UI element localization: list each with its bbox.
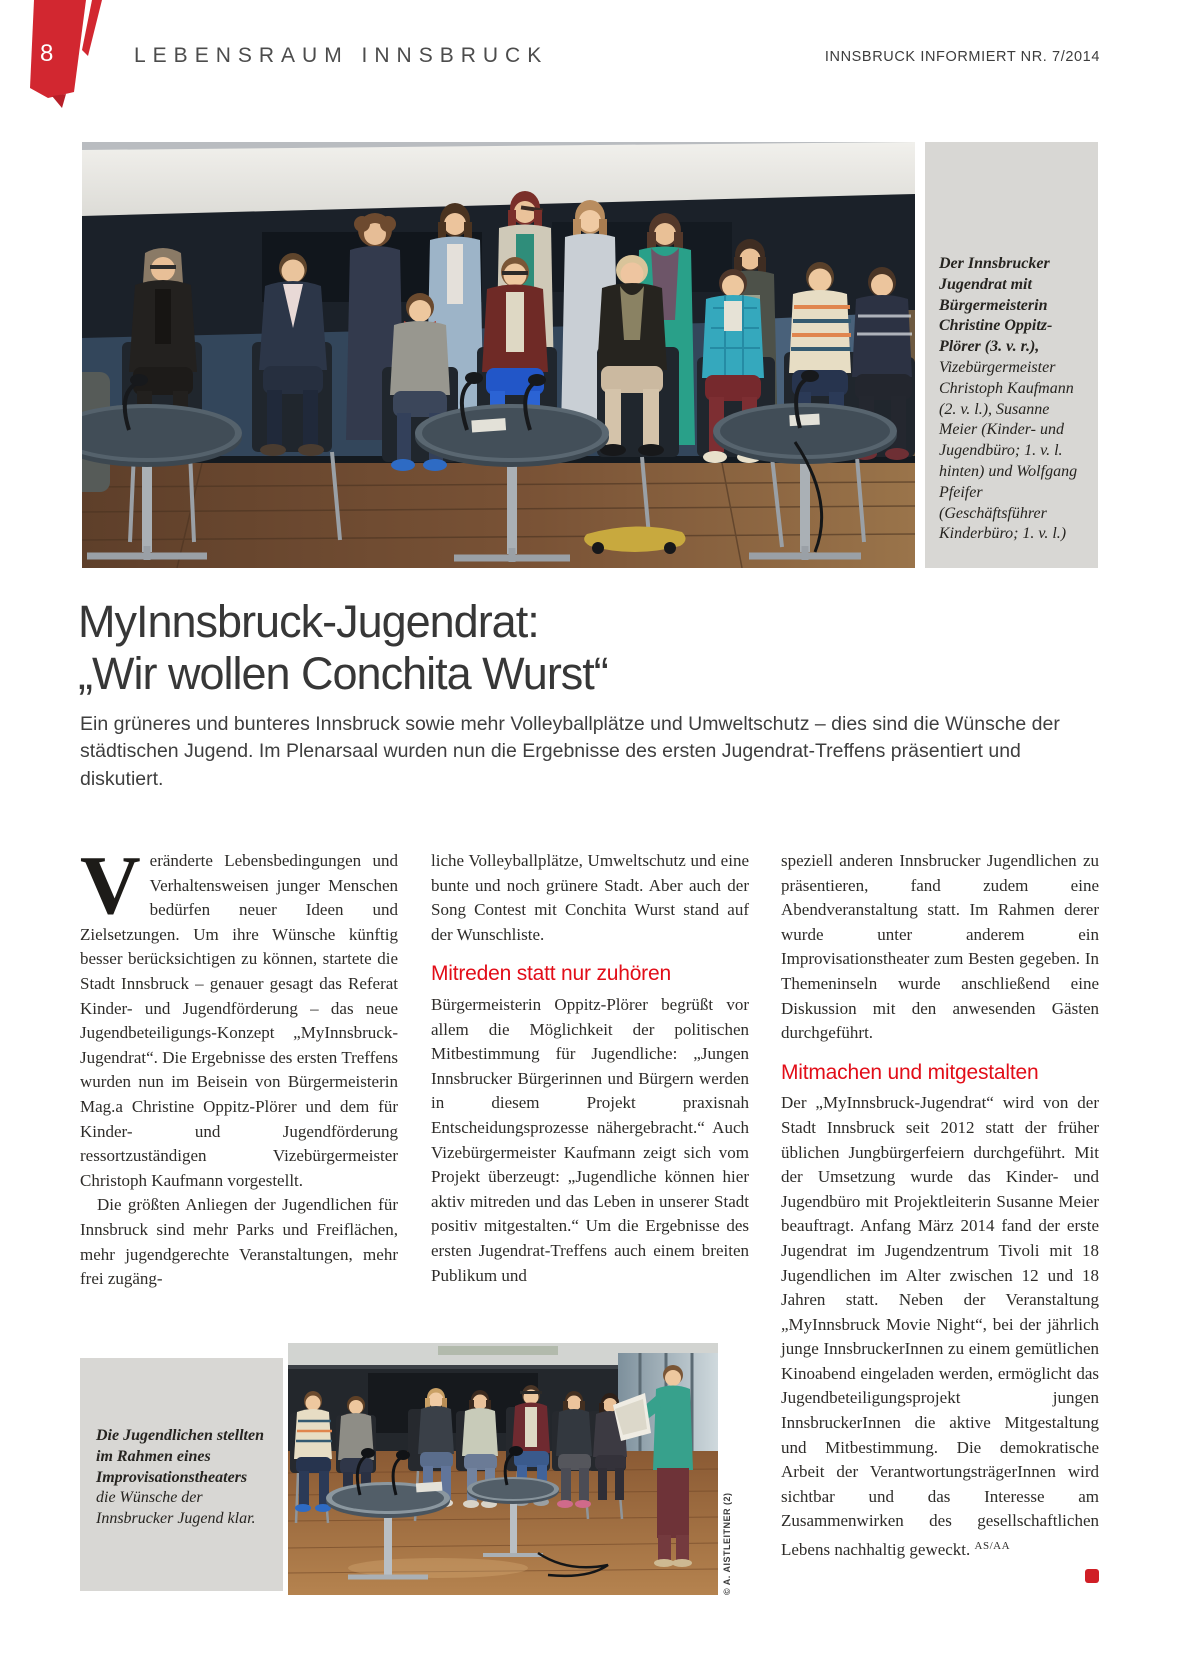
article-title bbox=[78, 596, 608, 700]
section-title: LEBENSRAUM INNSBRUCK bbox=[134, 44, 549, 67]
page-number-banner bbox=[22, 0, 114, 112]
subhead-mitmachen: Mitmachen und mitgestalten bbox=[781, 1060, 1039, 1084]
col1-paragraph-2: Die größten Anliegen der Jugendlichen für Innsbruck sind mehr Parks und Freiflächen, mehr jugendgerechte Veranstaltungen, mehr frei zugäng- bbox=[80, 1195, 398, 1289]
bottom-photo-caption-box bbox=[80, 1358, 283, 1591]
issue-info: INNSBRUCK INFORMIERT NR. 7/2014 bbox=[824, 49, 1100, 65]
top-photo-caption-box bbox=[925, 142, 1098, 568]
subhead-mitreden: Mitreden statt nur zuhören bbox=[431, 962, 671, 986]
body-column-2 bbox=[431, 849, 749, 1288]
bottom-photo-illustration bbox=[288, 1343, 718, 1595]
dropcap: V bbox=[80, 839, 141, 932]
top-photo-illustration bbox=[82, 142, 915, 568]
article-title-line1: MyInnsbruck-Jugendrat: bbox=[78, 596, 539, 647]
photo-credit: © A. AISTLEITNER (2) bbox=[722, 1492, 732, 1595]
bottom-photo bbox=[288, 1343, 718, 1595]
caption-rest: Vizebürgermeister Christoph Kaufmann (2. v. l.), Susanne Meier (Kinder- und Jugendbüro; 1. v. l. hinten) und Wolfgang Pfeifer (Geschäftsführer Kinderbüro; 1. v. l.) bbox=[939, 358, 1078, 543]
col1-paragraph-1: eränderte Lebensbedingungen und Verhaltensweisen junger Menschen bedürfen neuer Ideen und Zielsetzungen. Um ihre Wünsche künftig besser berücksichtigen zu können, startete die Stadt Innsbruck – genauer gesagt das Referat Kinder- und Jugendförderung – das neue Jugendbeteiligungs-Konzept „MyInnsbruck-Jugendrat“. Die Ergebnisse des ersten Treffens wurden nun im Beisein von Bürgermeisterin Mag.a Christine Oppitz-Plörer und dem für Kinder- und Jugendförderung ressortzuständigen Vizebürgermeister Christoph Kaufmann vorgestellt. bbox=[80, 851, 398, 1190]
caption-rest: die Wünsche der Innsbrucker Jugend klar. bbox=[96, 1489, 256, 1528]
author-initials: AS/AA bbox=[974, 1540, 1011, 1553]
article-lead: Ein grüneres und bunteres Innsbruck sowie mehr Volleyballplätze und Umweltschutz – dies sind die Wünsche der städtischen Jugend. Im Plenarsaal wurden nun die Ergebnisse des ersten Jugendrat-Treffens präsentiert und diskutiert. bbox=[80, 713, 1060, 790]
body-column-3 bbox=[781, 849, 1099, 1563]
caption-bold: Der Innsbrucker Jugendrat mit Bürgermeisterin Christine Oppitz-Plörer (3. v. r.), bbox=[939, 255, 1053, 356]
top-photo bbox=[82, 142, 915, 568]
top-photo-caption bbox=[939, 254, 1085, 545]
bottom-photo-caption bbox=[96, 1426, 267, 1530]
caption-bold: Die Jugendlichen stellten im Rahmen eines Improvisationstheaters bbox=[96, 1427, 264, 1486]
article-end-mark bbox=[1085, 1569, 1099, 1583]
col3-paragraph-2: Der „MyInnsbruck-Jugendrat“ wird von der Stadt Innsbruck seit 2012 statt der früher üblichen Jungbürgerfeiern durchgeführt. Mit der Umsetzung wurde das Kinder- und Jugendbüro mit Projektleiterin Susanne Meier beauftragt. Anfang März 2014 fand der erste Jugendrat im Jugendzentrum Tivoli mit 18 Jugendlichen im Alter zwischen 12 und 18 Jahren statt. Neben der Veranstaltung „MyInnsbruck Movie Night“, bei der jährlich junge InnsbruckerInnen zu einem gemütlichen Kinoabend eingeladen werden, ermöglicht das Jugendbeteiligungsprojekt jungen InnsbruckerInnen die aktive Mitgestaltung und Mitbestimmung. Die demokratische Arbeit der VerantwortungsträgerInnen wird sichtbar und das Interesse am Zusammenwirken des gesellschaftlichen Lebens nachhaltig geweckt. bbox=[781, 1093, 1099, 1560]
page-number: 8 bbox=[40, 40, 54, 67]
col3-paragraph-1: speziell anderen Innsbrucker Jugendlichen zu präsentieren, fand zudem eine Abendveranstaltung statt. Im Rahmen derer wurde unter anderem ein Improvisationstheater zum Besten gegeben. In Themeninseln wurde anschließend eine Diskussion mit den anwesenden Gästen durchgeführt. bbox=[781, 851, 1099, 1043]
article-title-line2: „Wir wollen Conchita Wurst“ bbox=[78, 648, 608, 700]
col2-paragraph-2: Bürgermeisterin Oppitz-Plörer begrüßt vor allem die Möglichkeit der politischen Mitbestimmung für Jugendliche: „Jungen Innsbrucker Bürgerinnen und Bürgern werden in diesem Projekt praxisnah Entscheidungsprozesse nähergebracht.“ Auch Vizebürgermeister Kaufmann zeigt sich vom Projekt überzeugt: „Jugendliche können hier aktiv mitreden und das Leben in unserer Stadt positiv mitgestalten.“ Um die Ergebnisse des ersten Jugendrat-Treffens auch einem breiten Publikum und bbox=[431, 994, 749, 1285]
col2-paragraph-1: liche Volleyballplätze, Umweltschutz und eine bunte und noch grünere Stadt. Aber auch der Song Contest mit Conchita Wurst stand auf der Wunschliste. bbox=[431, 851, 749, 944]
body-column-1 bbox=[80, 839, 398, 1292]
